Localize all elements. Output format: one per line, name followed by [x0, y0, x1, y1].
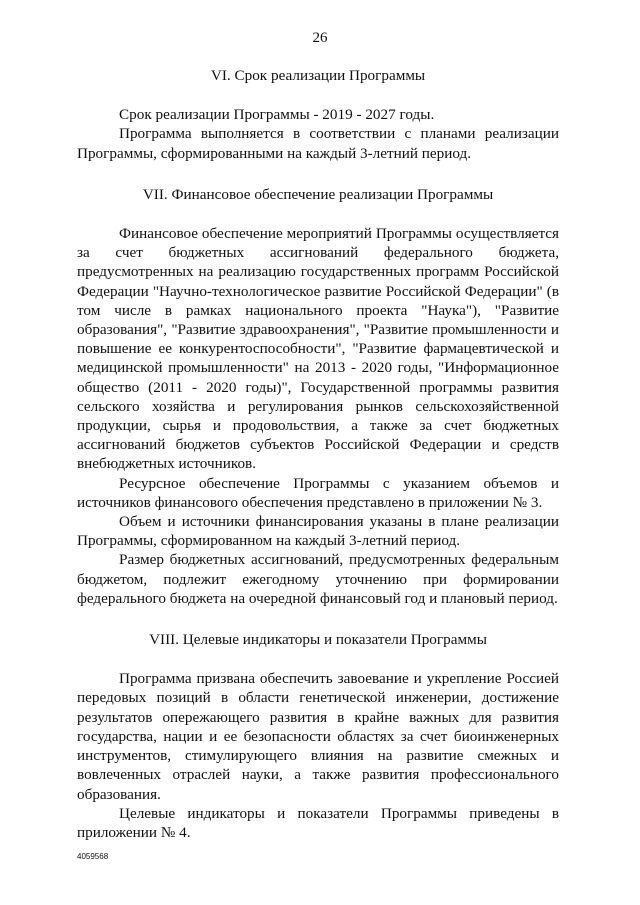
paragraph: Программа выполняется в соответствии с планами реализации Программы, сформированными на каждый 3-летний период.	[77, 125, 559, 162]
section-vi	[77, 66, 559, 163]
paragraph: Финансовое обеспечение мероприятий Программы осуществляется за счет бюджетных ассигнований федерального бюджета, предусмотренных на реализацию государственных программ Российской Федерации "Научно-технологическое развитие Российской Федерации" (в том числе в рамках национального проекта "Наука"), "Развитие образования", "Развитие здравоохранения", "Развитие промышленности и повышение ее конкурентоспособности", "Развитие фармацевтической и медицинской промышленности" на 2013 - 2020 годы, "Информационное общество (2011 - 2020 годы)", Государственной программы развития сельского хозяйства и регулирования рынков сельскохозяйственной продукции, сырья и продовольствия, а также за счет бюджетных ассигнований бюджетов субъектов Российской Федерации и средств внебюджетных источников.	[77, 225, 559, 473]
paragraph: Размер бюджетных ассигнований, предусмотренных федеральным бюджетом, подлежит ежегодному уточнению при формировании федерального бюджета на очередной финансовый год и плановый период.	[77, 551, 559, 607]
paragraph: Объем и источники финансирования указаны в плане реализации Программы, сформированном на каждый 3-летний период.	[77, 513, 559, 550]
page-number: 26	[312, 30, 328, 46]
section-heading: VIII. Целевые индикаторы и показатели Программы	[149, 631, 487, 649]
section-vii	[77, 185, 559, 608]
section-heading: VI. Срок реализации Программы	[210, 67, 426, 84]
document-code: 4059568	[77, 852, 109, 861]
section-heading: VII. Финансовое обеспечение реализации Программы	[142, 185, 494, 203]
paragraph: Целевые индикаторы и показатели Программы приведены в приложении № 4.	[77, 804, 559, 841]
document-body	[77, 66, 559, 842]
paragraph: Программа призвана обеспечить завоевание и укрепление Россией передовых позиций в области генетической инженерии, достижение результатов опережающего развития в крайне важных для развития государства, нации и ее безопасности областях за счет биоинженерных инструментов, стимулирующего влияния на развитие смежных и вовлеченных отраслей науки, а также развития профессионального образования.	[77, 670, 559, 803]
paragraph: Ресурсное обеспечение Программы с указанием объемов и источников финансового обеспечения представлено в приложении № 3.	[77, 474, 559, 511]
paragraph: Срок реализации Программы - 2019 - 2027 годы.	[119, 106, 435, 124]
section-viii	[77, 630, 559, 842]
